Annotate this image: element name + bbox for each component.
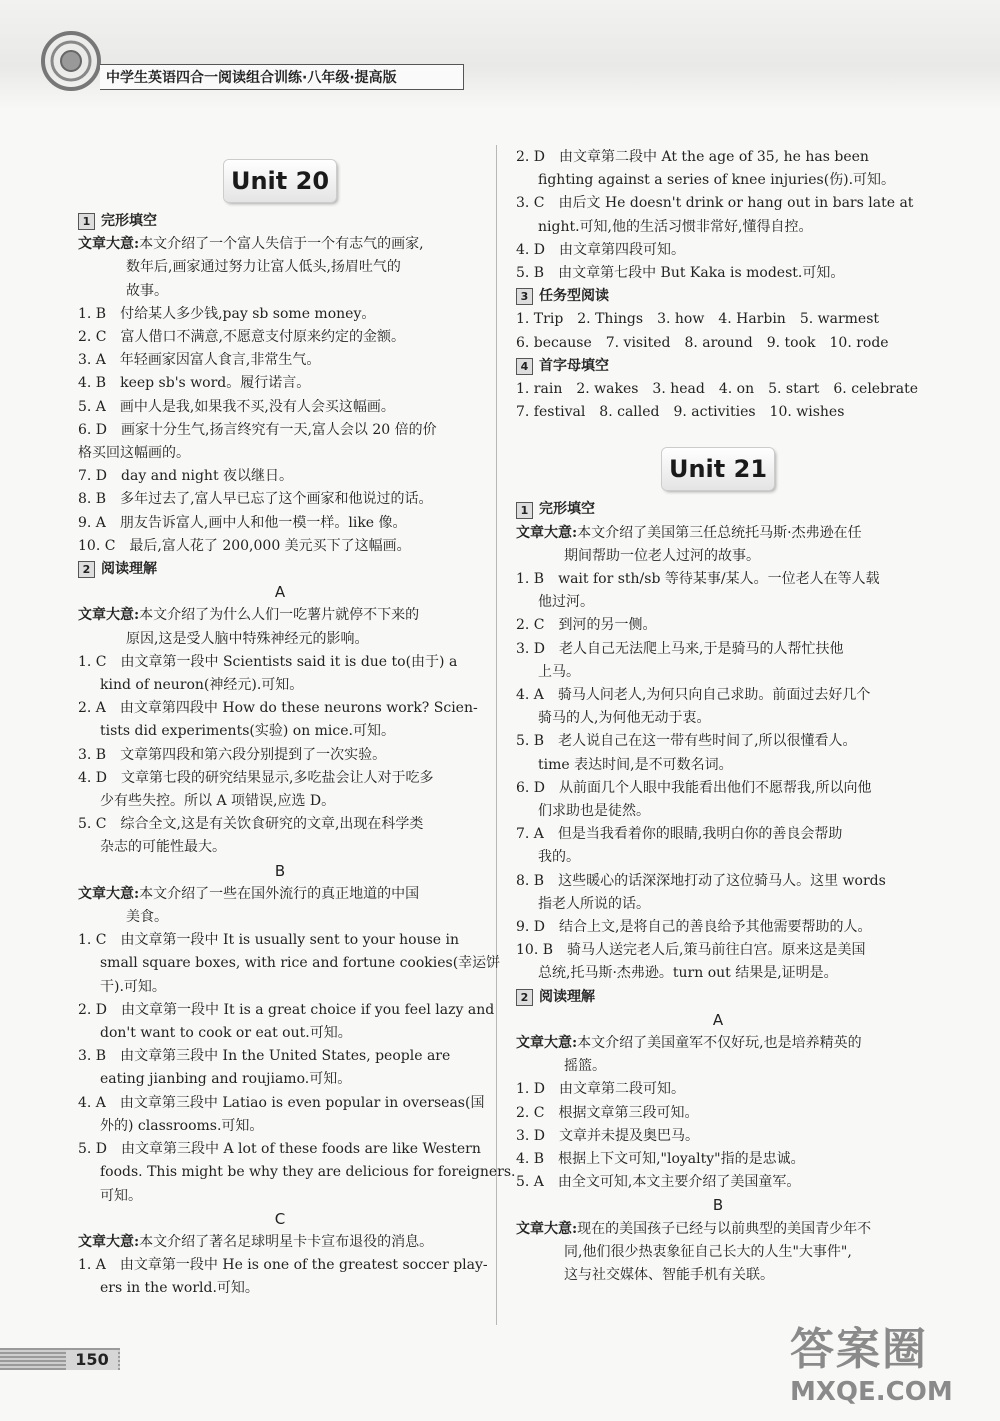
- answer-line: 干).可知。: [100, 978, 166, 995]
- gist-line: 数年后,画家通过努力让富人低头,扬眉吐气的: [126, 259, 401, 276]
- unit-21-title: Unit 21: [662, 448, 774, 490]
- u20-section-cloze: [78, 210, 482, 233]
- gist-line: 期间帮助一位老人过河的故事。: [564, 547, 760, 564]
- gist-label: 文章大意:: [78, 607, 140, 624]
- passage-letter-a: A: [274, 583, 286, 602]
- answer-line: 2. C 根据文章第三段可知。: [516, 1104, 699, 1121]
- answer-line: 指老人所说的话。: [538, 895, 650, 912]
- u20-c-gist: 文章大意:本文介绍了著名足球明星卡卡宣布退役的消息。: [78, 1233, 434, 1250]
- answer-line: 4. B 根据上下文可知,"loyalty"指的是忠诚。: [516, 1151, 805, 1168]
- answer-line: 4. A 骑马人问老人,为何只向自己求助。前面过去好几个: [516, 687, 871, 704]
- u20-gist: 文章大意:本文介绍了一个富人失信于一个有志气的画家,: [78, 236, 424, 253]
- answer-line: 5. B 由文章第七段中 But Kaka is modest.可知。: [516, 265, 845, 282]
- answer-line: 3. D 老人自己无法爬上马来,于是骑马的人帮忙扶他: [516, 640, 844, 657]
- answer-line: 1. B 付给某人多少钱,pay sb some money。: [78, 305, 376, 322]
- u21-gist: 文章大意:本文介绍了美国第三任总统托马斯·杰弗逊在任: [516, 524, 862, 541]
- watermark: [790, 1322, 990, 1412]
- answer-line: 8. B 多年过去了,富人早已忘了这个画家和他说过的话。: [78, 491, 433, 508]
- answer-line: 1. B wait for sth/sb 等待某事/某人。一位老人在等人载: [516, 571, 880, 587]
- answer-line: 1. C 由文章第一段中 Scientists said it is due to(由于) a: [78, 653, 458, 670]
- u21-b-gist: 文章大意:现在的美国孩子已经与以前典型的美国青少年不: [516, 1220, 872, 1237]
- gist-line: 这与社交媒体、智能手机有关联。: [564, 1267, 774, 1284]
- answer-line: 6. D 从前面几个人眼中我能看出他们不愿帮我,所以向他: [516, 779, 872, 796]
- answer-line: night.可知,他的生活习惯非常好,懂得自控。: [538, 218, 813, 235]
- gist-label: 文章大意:: [516, 1035, 578, 1052]
- section-number: 2: [78, 561, 95, 578]
- gist-line: 原因,这是受人脑中特殊神经元的影响。: [126, 630, 369, 647]
- gist-label: 文章大意:: [516, 524, 578, 541]
- section-number: 3: [516, 288, 533, 305]
- answer-line: 5. A 由全文可知,本文主要介绍了美国童军。: [516, 1174, 801, 1191]
- answer-line: 5. D 由文章第三段中 A lot of these foods are like Western: [78, 1141, 481, 1158]
- unit-20-title: Unit 20: [224, 160, 336, 202]
- watermark-url: MXQE.COM: [790, 1377, 953, 1407]
- book-title: 中学生英语四合一阅读组合训练·八年级·提高版: [100, 64, 464, 90]
- right-column: [516, 146, 920, 1287]
- answer-line: ers in the world.可知。: [100, 1280, 259, 1297]
- answer-line: tists did experiments(实验) on mice.可知。: [100, 723, 395, 740]
- gist-line: 故事。: [126, 282, 168, 299]
- answer-line: don't want to cook or eat out.可知。: [100, 1025, 352, 1042]
- answer-line: 上马。: [538, 663, 580, 680]
- answer-line: 1. A 由文章第一段中 He is one of the greatest soccer play-: [78, 1257, 488, 1274]
- answer-line: 4. A 由文章第三段中 Latiao is even popular in overseas(国: [78, 1094, 485, 1111]
- u20-b-gist: 文章大意:本文介绍了一些在国外流行的真正地道的中国: [78, 885, 420, 902]
- passage-letter-c: C: [274, 1209, 286, 1228]
- passage-letter-b: B: [274, 861, 286, 880]
- section-number: 1: [78, 213, 95, 230]
- answer-line: 3. A 年轻画家因富人食言,非常生气。: [78, 352, 321, 369]
- answer-line: 2. D 由文章第二段中 At the age of 35, he has been: [516, 149, 869, 165]
- section-title: 完形填空: [539, 501, 595, 518]
- gist-label: 文章大意:: [78, 236, 140, 253]
- answer-line: foods. This might be why they are delicious for foreigners.: [100, 1164, 516, 1181]
- u21-section-reading: [516, 986, 920, 1009]
- section-number: 1: [516, 502, 533, 519]
- section-title: 完形填空: [101, 213, 157, 229]
- answer-line: 10. B 骑马人送完老人后,策马前往白宫。原来这是美国: [516, 942, 866, 959]
- answer-line: 9. D 结合上文,是将自己的善良给予其他需要帮助的人。: [516, 919, 872, 936]
- answer-line: 5. B 老人说自己在这一带有些时间了,所以很懂看人。: [516, 733, 857, 750]
- answer-line: 杂志的可能性最大。: [100, 839, 226, 856]
- left-column: [78, 160, 516, 1301]
- u20-section-task-reading: [516, 285, 920, 308]
- answer-line: 2. C 到河的另一侧。: [516, 617, 657, 634]
- answer-line: 格买回这幅画的。: [78, 445, 190, 462]
- header-band: [0, 0, 1000, 110]
- section-title: 阅读理解: [101, 561, 157, 578]
- answer-line: 们求助也是徒然。: [538, 803, 650, 820]
- page-number: 150: [66, 1350, 118, 1370]
- passage-letter-a: A: [712, 1010, 724, 1029]
- answer-line: 总统,托马斯·杰弗逊。turn out 结果是,证明是。: [538, 965, 838, 982]
- answer-line: 3. C 由后文 He doesn't drink or hang out in bars late at: [516, 195, 914, 212]
- answer-line: 9. A 朋友告诉富人,画中人和他一模一样。like 像。: [78, 514, 407, 531]
- u20-section-initial-letter: [516, 355, 920, 378]
- gist-line: 摇篮。: [564, 1058, 606, 1075]
- answer-line: time 表达时间,是不可数名词。: [538, 756, 733, 773]
- answer-line: 可知。: [100, 1187, 142, 1204]
- gist-label: 文章大意:: [78, 885, 140, 902]
- section-title: 任务型阅读: [539, 288, 609, 305]
- answer-line: 2. C 富人借口不满意,不愿意支付原来约定的金额。: [78, 329, 405, 345]
- answer-line: 4. D 文章第七段的研究结果显示,多吃盐会让人对于吃多: [78, 769, 434, 786]
- answer-line: 外的) classrooms.可知。: [100, 1117, 264, 1134]
- answer-line: 7. A 但是当我看着你的眼睛,我明白你的善良会帮助: [516, 826, 843, 843]
- answer-line: 2. A 由文章第四段中 How do these neurons work? Scien-: [78, 700, 478, 717]
- answer-line: 6. D 画家十分生气,扬言终究有一天,富人会以 20 倍的价: [78, 421, 437, 438]
- u21-a-gist: 文章大意:本文介绍了美国童军不仅好玩,也是培养精英的: [516, 1035, 862, 1052]
- answer-line: 10. C 最后,富人花了 200,000 美元买下了这幅画。: [78, 537, 411, 554]
- column-divider: [496, 145, 497, 1325]
- answer-line: 6. because 7. visited 8. around 9. took 10. rode: [516, 334, 889, 351]
- answer-line: eating jianbing and roujiamo.可知。: [100, 1071, 352, 1088]
- answer-line: 3. B 文章第四段和第六段分别提到了一次实验。: [78, 746, 387, 763]
- u21-section-cloze: [516, 498, 920, 521]
- answer-line: 他过河。: [538, 594, 594, 611]
- answer-line: 我的。: [538, 849, 580, 866]
- answer-line: 3. D 文章并未提及奥巴马。: [516, 1127, 700, 1144]
- answer-line: 5. A 画中人是我,如果我不买,没有人会买这幅画。: [78, 398, 395, 415]
- answer-line: 8. B 这些暖心的话深深地打动了这位骑马人。这里 words: [516, 872, 886, 889]
- answer-line: small square boxes, with rice and fortune cookies(幸运饼: [100, 955, 501, 972]
- spacer: [516, 424, 920, 448]
- answer-line: 1. Trip 2. Things 3. how 4. Harbin 5. warmest: [516, 311, 880, 328]
- answer-line: 1. C 由文章第一段中 It is usually sent to your house in: [78, 932, 460, 949]
- answer-line: 2. D 由文章第一段中 It is a great choice if you feel lazy and: [78, 1001, 495, 1018]
- section-title: 首字母填空: [539, 357, 609, 374]
- ring-logo-icon: [40, 30, 102, 92]
- answer-line: 4. B keep sb's word。履行诺言。: [78, 375, 311, 392]
- answer-line: fighting against a series of knee injuries(伤).可知。: [538, 172, 896, 189]
- watermark-cn: 答案圈: [790, 1324, 928, 1375]
- answer-line: 7. festival 8. called 9. activities 10. wishes: [516, 404, 845, 421]
- u20-section-reading: [78, 558, 482, 581]
- answer-line: 少有些失控。所以 A 项错误,应选 D。: [100, 793, 336, 810]
- answer-line: 7. D day and night 夜以继日。: [78, 468, 294, 485]
- answer-line: 5. C 综合全文,这是有关饮食研究的文章,出现在科学类: [78, 816, 424, 833]
- answer-line: 1. D 由文章第二段可知。: [516, 1081, 686, 1098]
- answer-line: 4. D 由文章第四段可知。: [516, 241, 686, 258]
- u20-a-gist: 文章大意:本文介绍了为什么人们一吃薯片就停不下来的: [78, 607, 420, 624]
- gist-line: 同,他们很少热衷象征自己长大的人生"大事件",: [564, 1243, 852, 1260]
- section-number: 2: [516, 989, 533, 1006]
- answer-line: 1. rain 2. wakes 3. head 4. on 5. start 6. celebrate: [516, 381, 918, 397]
- answer-line: 3. B 由文章第三段中 In the United States, people are: [78, 1048, 451, 1065]
- answer-line: 骑马的人,为何他无动于衷。: [538, 710, 711, 727]
- gist-label: 文章大意:: [516, 1220, 578, 1237]
- section-title: 阅读理解: [539, 988, 595, 1005]
- gist-label: 文章大意:: [78, 1233, 140, 1250]
- answer-line: kind of neuron(神经元).可知。: [100, 677, 304, 694]
- section-number: 4: [516, 358, 533, 375]
- passage-letter-b: B: [712, 1196, 724, 1215]
- gist-line: 美食。: [126, 909, 168, 926]
